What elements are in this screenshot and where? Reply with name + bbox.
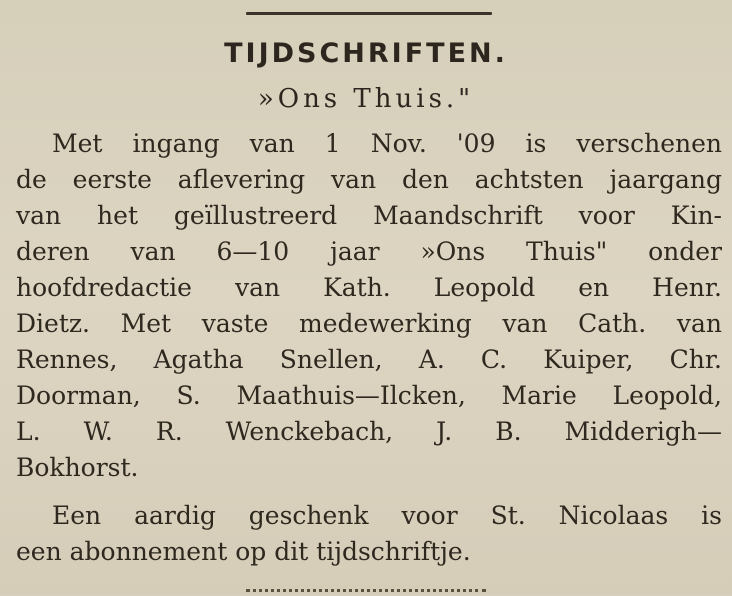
- paragraph-1-line: Doorman, S. Maathuis—Ilcken, Marie Leopold,: [16, 381, 722, 410]
- paragraph-1-line: Met ingang van 1 Nov. '09 is verschenen: [52, 129, 722, 158]
- paragraph-1-line: de eerste aflevering van den achtsten jaargang: [16, 165, 722, 194]
- paragraph-1-line: Bokhorst.: [16, 453, 139, 482]
- article-title: »Ons Thuis.": [257, 84, 475, 114]
- paragraph-2-line: een abonnement op dit tijdschriftje.: [16, 537, 471, 566]
- paragraph-1-line: Rennes, Agatha Snellen, A. C. Kuiper, Chr.: [16, 345, 722, 374]
- paragraph-1-line: deren van 6—10 jaar »Ons Thuis" onder: [16, 237, 722, 266]
- paragraph-2-line: Een aardig geschenk voor St. Nicolaas is: [52, 501, 722, 530]
- section-heading: TIJDSCHRIFTEN.: [224, 38, 508, 69]
- paragraph-1-line: hoofdredactie van Kath. Leopold en Henr.: [16, 273, 722, 302]
- paragraph-1-line: L. W. R. Wenckebach, J. B. Midderigh—: [16, 417, 722, 446]
- top-rule: [246, 12, 492, 15]
- paragraph-1-line: van het geïllustreerd Maandschrift voor Kin-: [16, 201, 722, 230]
- paragraph-1-line: Dietz. Met vaste medewerking van Cath. van: [16, 309, 722, 338]
